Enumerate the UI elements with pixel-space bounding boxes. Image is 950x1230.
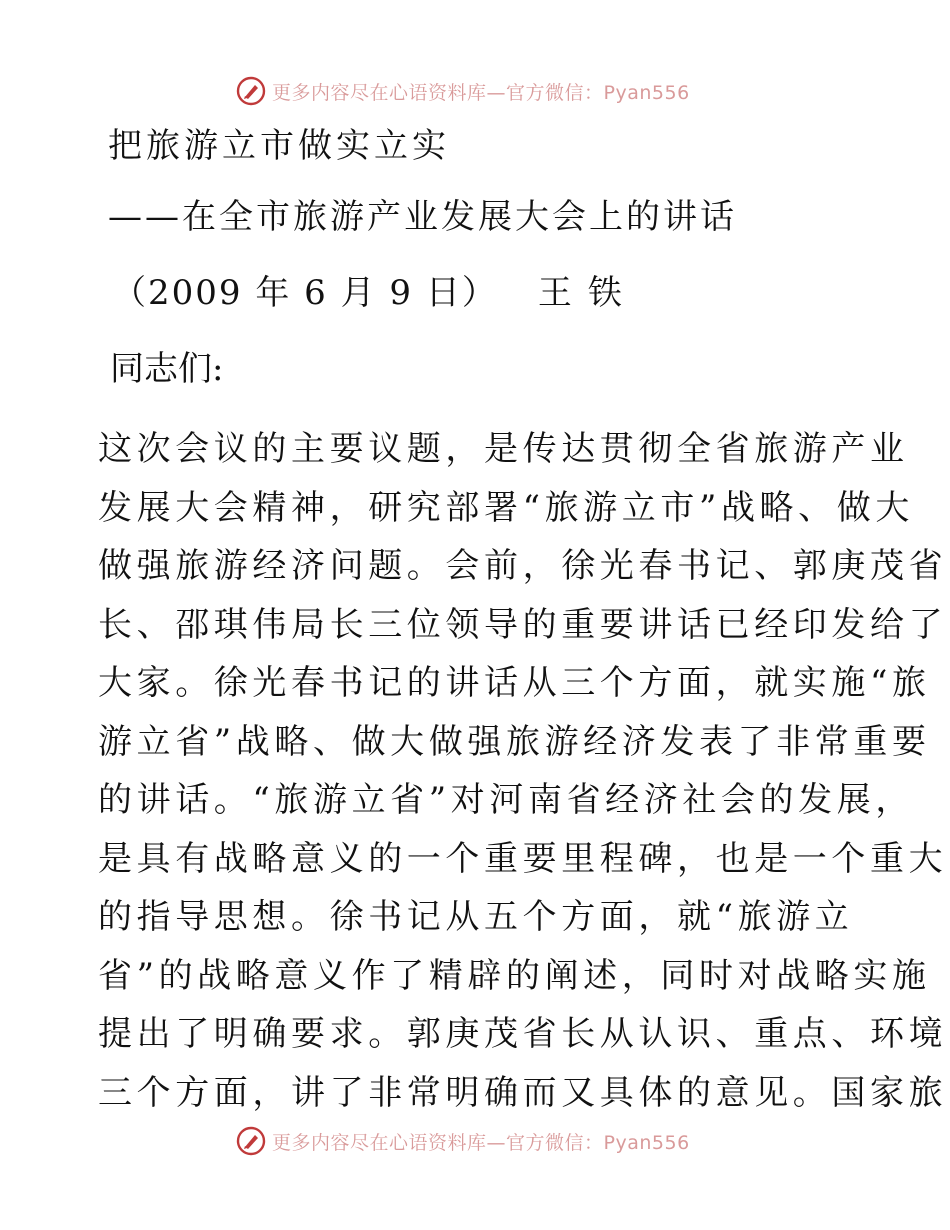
speech-date: （2009 年 6 月 9 日） bbox=[112, 273, 498, 313]
paragraph-line: 省”的战略意义作了精辟的阐述，同时对战略实施 bbox=[98, 955, 931, 996]
paragraph-line: 三个方面，讲了非常明确而又具体的意见。国家旅 bbox=[98, 1072, 948, 1113]
watermark-footer bbox=[236, 1124, 690, 1158]
document-title: 把旅游立市做实立实 bbox=[108, 126, 450, 166]
paragraph-line: 发展大会精神，研究部署“旅游立市”战略、做大 bbox=[98, 487, 914, 528]
paragraph-line: 的讲话。“旅游立省”对河南省经济社会的发展， bbox=[98, 780, 914, 820]
document-subtitle: ——在全市旅游产业发展大会上的讲话 bbox=[108, 197, 737, 237]
logo-icon bbox=[236, 76, 266, 106]
paragraph-line: 做强旅游经济问题。会前，徐光春书记、郭庚茂省 bbox=[98, 546, 948, 586]
paragraph-line: 这次会议的主要议题，是传达贯彻全省旅游产业 bbox=[98, 429, 909, 469]
paragraph-line: 是具有战略意义的一个重要里程碑，也是一个重大 bbox=[98, 838, 948, 879]
paragraph-line: 游立省”战略、做大做强旅游经济发表了非常重要 bbox=[98, 721, 931, 762]
watermark-text: 更多内容尽在心语资料库—官方微信：Pyan556 bbox=[272, 1131, 690, 1154]
watermark-text: 更多内容尽在心语资料库—官方微信：Pyan556 bbox=[272, 81, 690, 104]
watermark-header bbox=[236, 74, 690, 108]
paragraph-line: 提出了明确要求。郭庚茂省长从认识、重点、环境 bbox=[98, 1014, 948, 1054]
greeting: 同志们: bbox=[110, 349, 224, 389]
paragraph-line: 大家。徐光春书记的讲话从三个方面，就实施“旅 bbox=[98, 663, 931, 703]
logo-icon bbox=[236, 1126, 266, 1156]
paragraph-line: 长、邵琪伟局长三位领导的重要讲话已经印发给了 bbox=[98, 604, 948, 645]
body-paragraph bbox=[98, 420, 948, 1122]
date-author-line bbox=[112, 273, 638, 313]
paragraph-line: 的指导思想。徐书记从五个方面，就“旅游立 bbox=[98, 897, 854, 937]
author-name: 王铁 bbox=[537, 273, 638, 313]
